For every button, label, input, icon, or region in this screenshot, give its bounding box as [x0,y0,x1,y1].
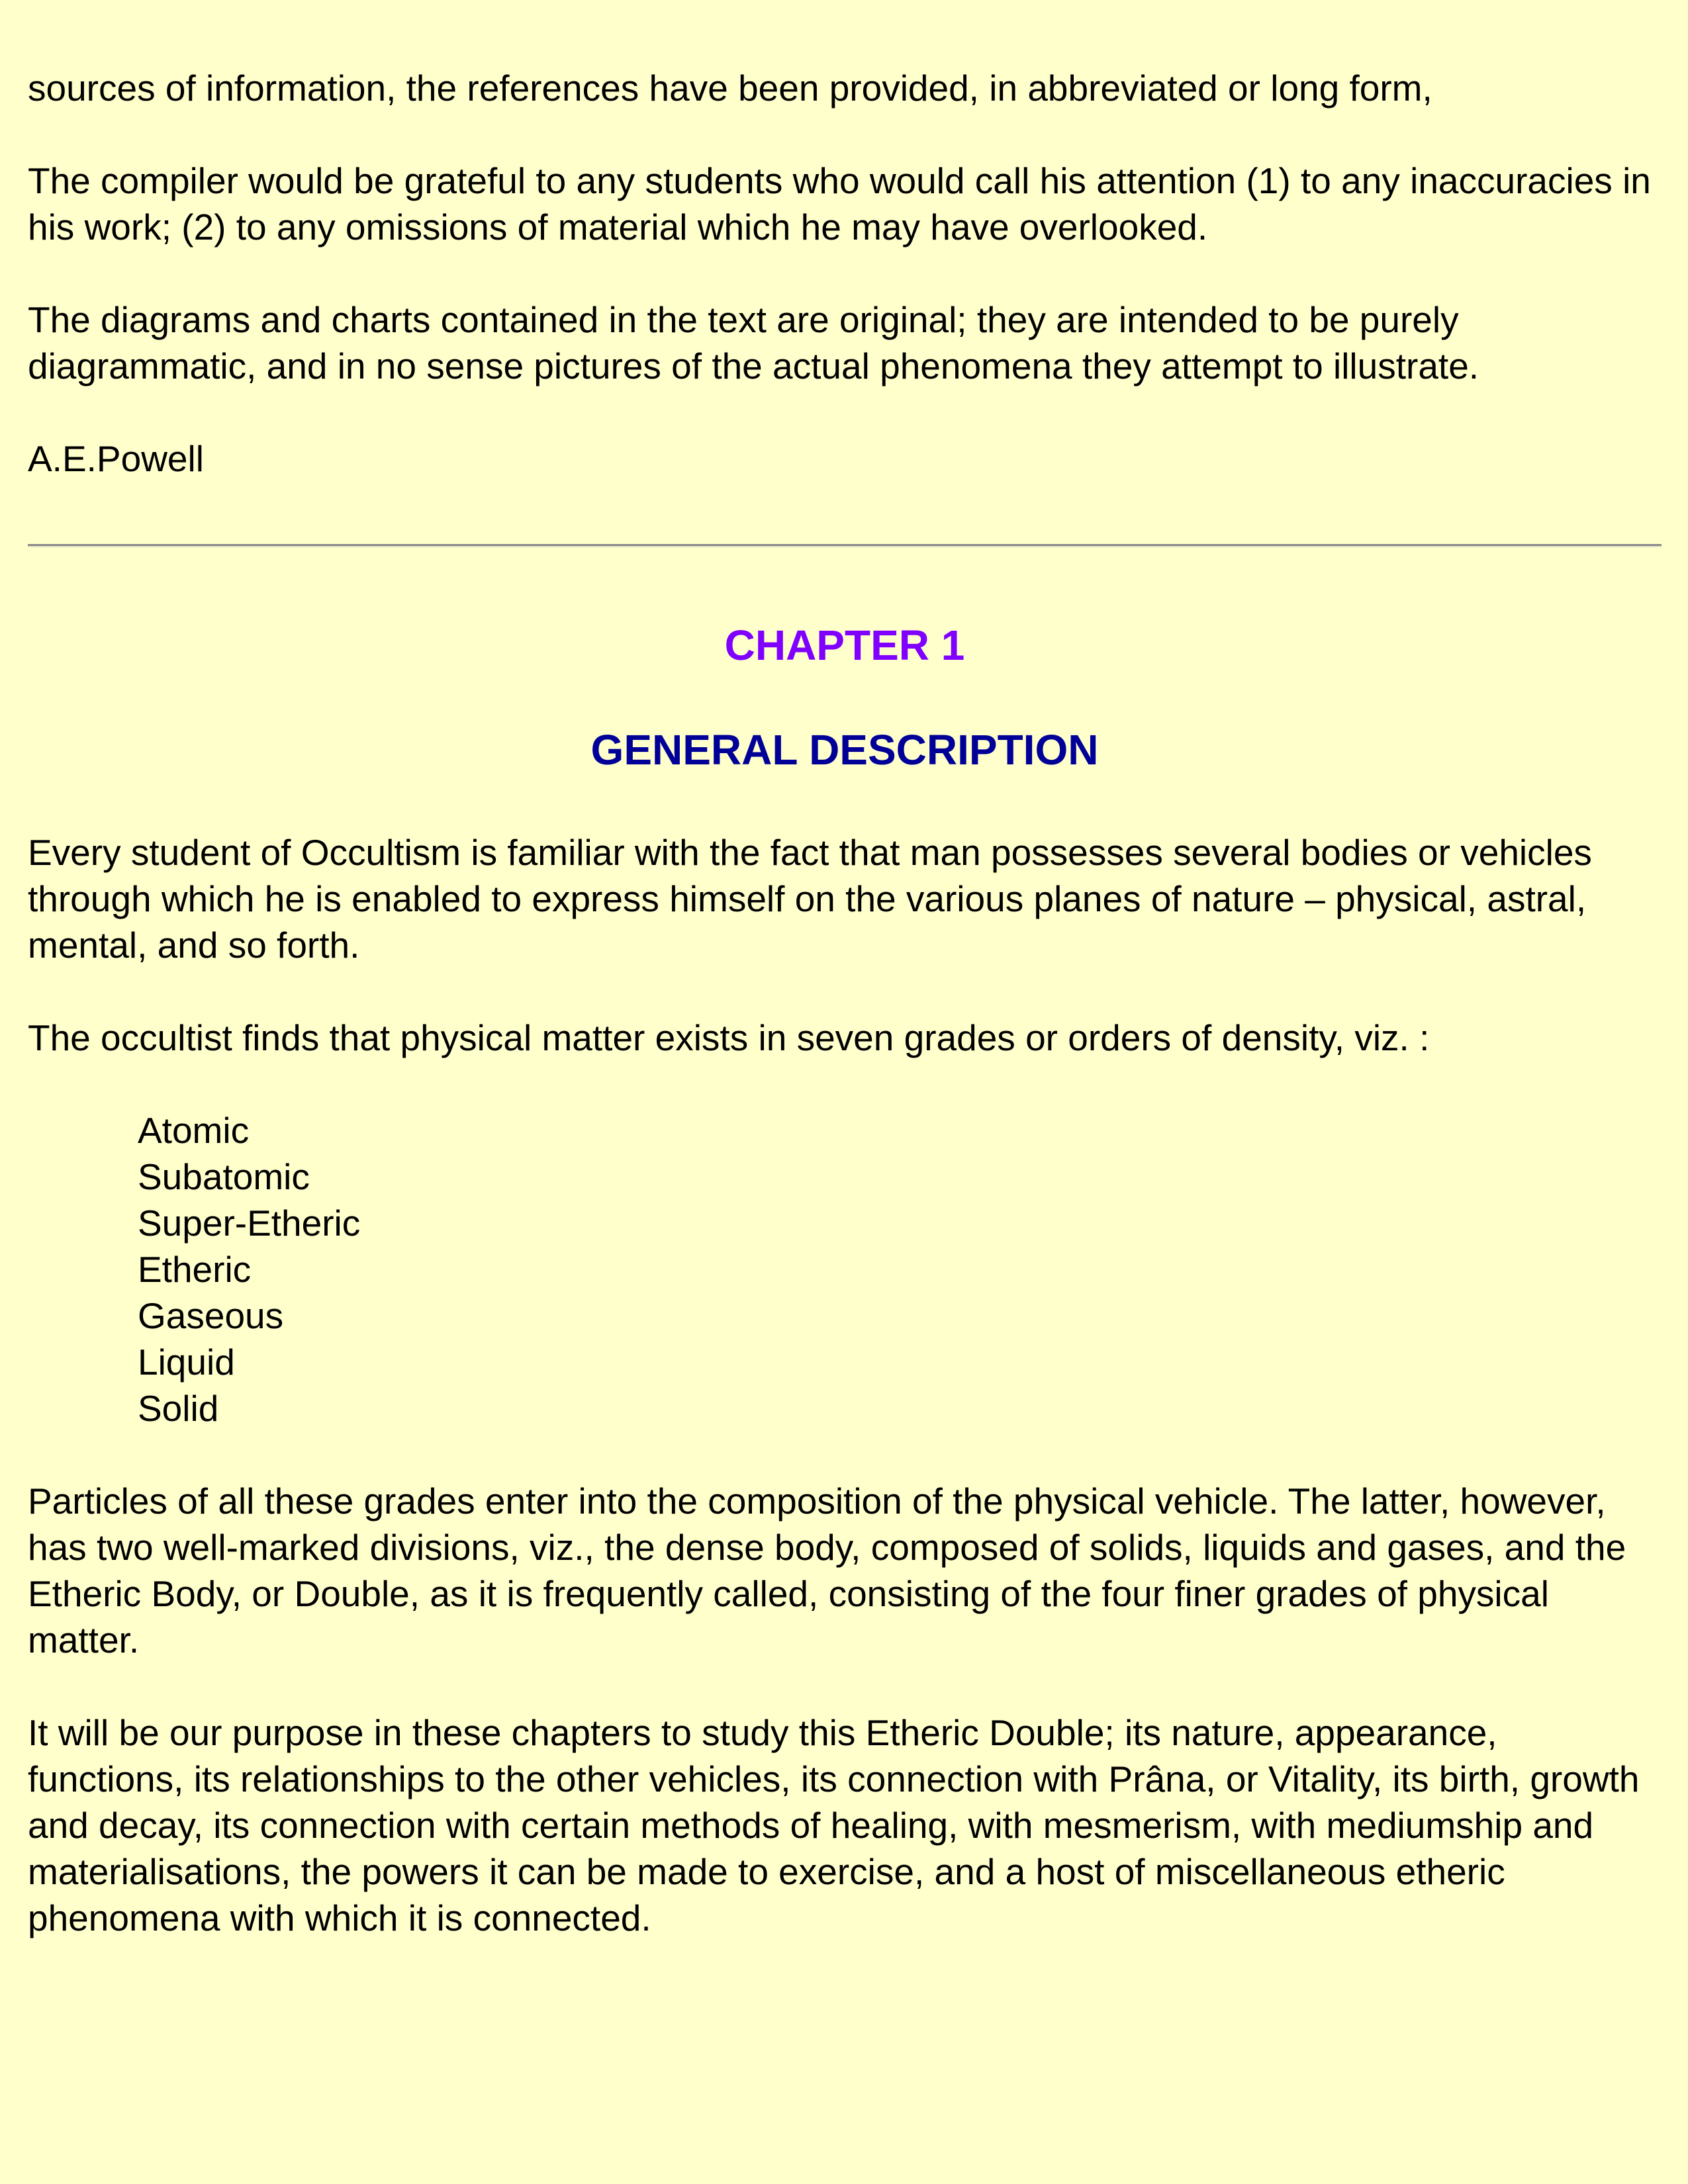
list-item: Super-Etheric [138,1203,361,1244]
preface-paragraph: The diagrams and charts contained in the text are original; they are intended to be purely diagrammatic, and in no sense pictures of the actual phenomena they attempt to illustrate. [28,299,1479,387]
list-item: Solid [138,1388,219,1429]
list-item: Gaseous [138,1295,284,1336]
preface-paragraph: The compiler would be grateful to any students who would call his attention (1) to any inaccuracies in his work; (2) to any omissions of material which he may have overlooked. [28,160,1651,248]
list-item: Etheric [138,1249,252,1290]
list-item: Liquid [138,1342,235,1383]
chapter-title: GENERAL DESCRIPTION [590,726,1099,774]
body-paragraph: It will be our purpose in these chapters to study this Etheric Double; its nature, appearance, functions, its relationships to the other vehicles, its connection with Prâna, or Vitality, its birth, growth and decay, its connection with certain methods of healing, with mesmerism, with mediumship and materialisations, the powers it can be made to exercise, and a host of miscellaneous etheric phenomena with which it is connected. [28,1712,1640,1938]
preface-section [28,0,1662,482]
preface-paragraph: sources of information, the references have been provided, in abbreviated or long form, [28,68,1432,109]
chapter-number: CHAPTER 1 [724,621,965,669]
body-paragraph: Every student of Occultism is familiar with the fact that man possesses several bodies or vehicles through which he is enabled to express himself on the various planes of nature – physical, astral, mental, and so forth. [28,832,1592,966]
body-paragraph: Particles of all these grades enter into the composition of the physical vehicle. The latter, however, has two well-marked divisions, viz., the dense body, composed of solids, liquids and gases, and the Etheric Body, or Double, as it is frequently called, consisting of the four finer grades of physical matter. [28,1480,1626,1661]
density-grades-list [28,1107,1662,1432]
author-signature: A.E.Powell [28,438,204,479]
chapter-body [28,829,1662,1941]
body-paragraph: The occultist finds that physical matter exists in seven grades or orders of density, viz. : [28,1017,1430,1058]
section-divider [28,544,1662,547]
list-item: Subatomic [138,1156,310,1197]
list-item: Atomic [138,1110,250,1151]
